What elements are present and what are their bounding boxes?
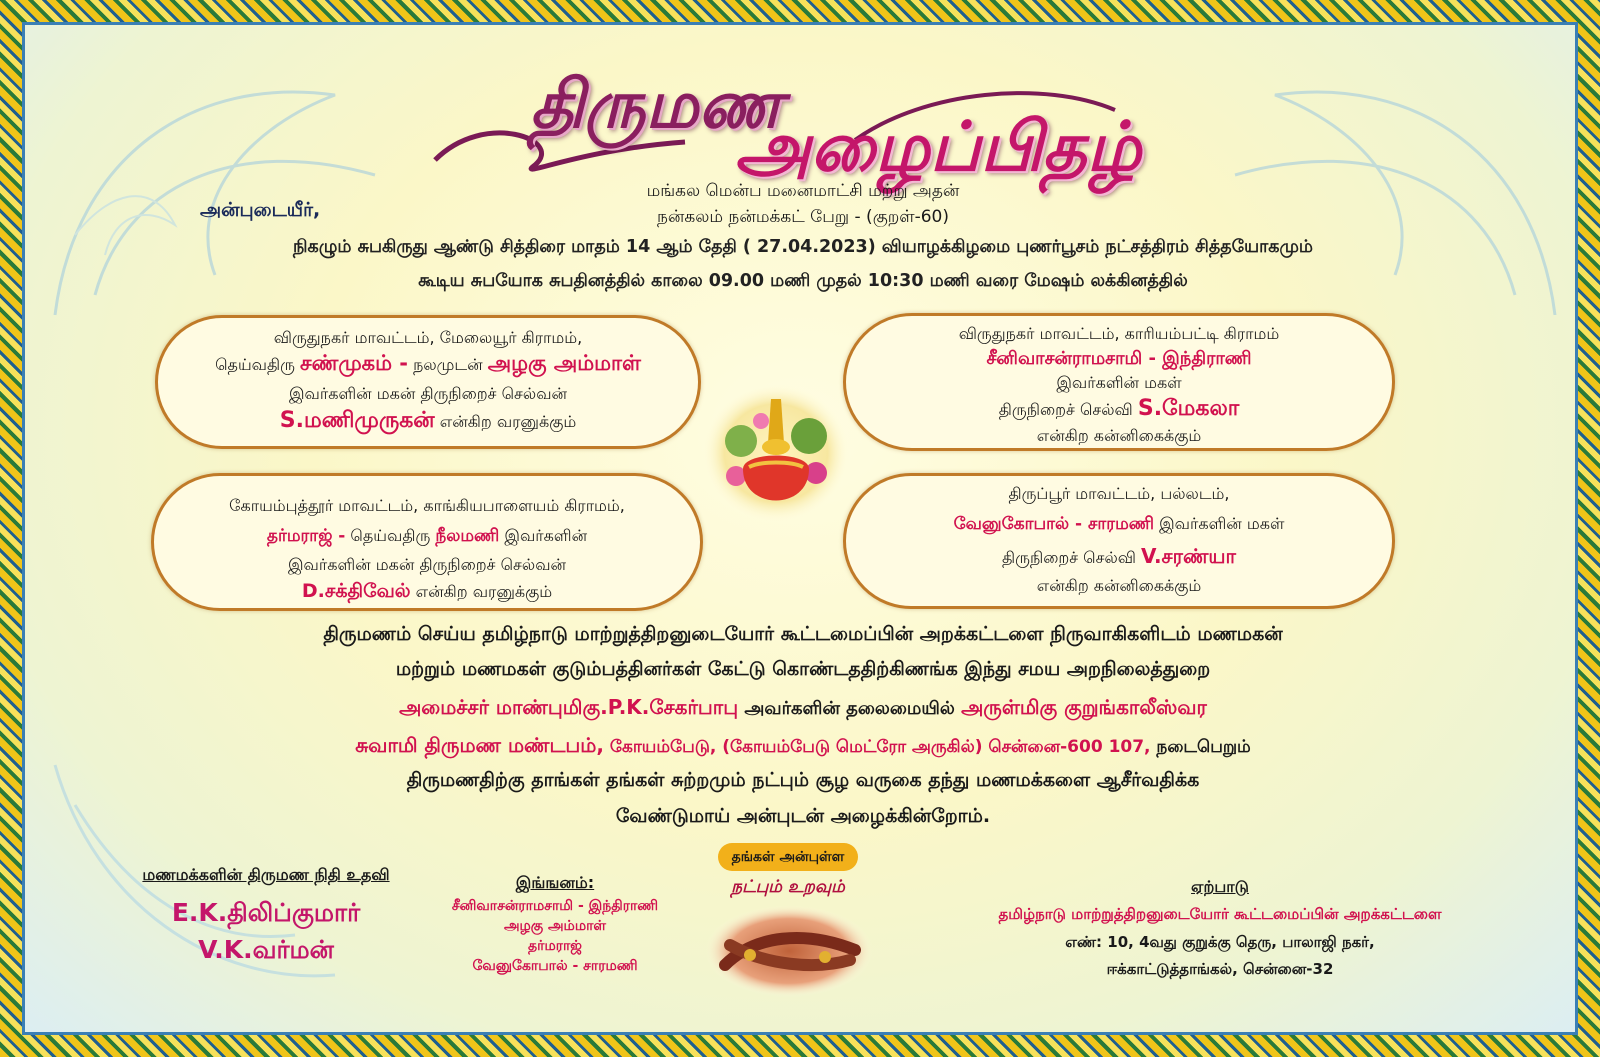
bride-1-box	[843, 313, 1395, 451]
bride-1-line-4	[846, 396, 1392, 424]
groom-2-father: தர்மராஜ் -	[266, 526, 346, 546]
bride-2-name: V.சரண்யா	[1141, 544, 1236, 568]
groom-1-name: S.மணிமுருகன்	[279, 408, 435, 433]
body-line-5: திருமணதிற்கு தாங்கள் தங்கள் சுற்றமும் நட்பும் சூழ வருகை தந்து மணமக்களை ஆசீர்வதிக்க	[406, 769, 1200, 791]
bride-2-parents: வேனுகோபால் - சாரமணி	[953, 514, 1155, 534]
groom-1-prefix: தெய்வதிரு	[215, 355, 300, 374]
groom-2-line-3: இவர்களின் மகன் திருநிறைச் செல்வன்	[287, 555, 567, 574]
bride-2-line-1: திருப்பூர் மாவட்டம், பல்லடம்,	[1008, 484, 1230, 503]
groom-1-mid: நலமுடன்	[408, 355, 488, 374]
ingnanam-item-2: அழகு அம்மாள்	[503, 918, 607, 934]
groom-2-name: D.சக்திவேல்	[301, 580, 411, 602]
fund-name-1: E.K.திலிப்குமார்	[171, 898, 361, 927]
body-line-6: வேண்டுமாய் அன்புடன் அழைக்கின்றோம்.	[615, 805, 991, 827]
arrangement-address-2: ஈக்காட்டுத்தாங்கல், சென்னை-32	[1106, 960, 1334, 978]
title-line-2: அழைப்பிதழ்	[735, 107, 1142, 187]
body-line-3-mid: அவர்களின் தலைமையில்	[738, 698, 962, 719]
invitation-inner-panel	[22, 22, 1578, 1035]
kalasam-image	[701, 381, 851, 525]
groom-1-line-4	[158, 408, 698, 436]
bride-1-parents: சீனிவாசன்ராமசாமி - இந்திராணி	[986, 348, 1252, 369]
groom-1-mother: அழகு அம்மாள்	[487, 351, 641, 375]
bride-1-line-3: இவர்களின் மகள்	[1056, 373, 1182, 392]
temple-name-part-2: சுவாமி திருமண மண்டபம்,	[355, 733, 604, 757]
groom-2-mid: தெய்வதிரு	[345, 526, 436, 545]
arrangement-address-1: எண்: 10, 4வது குறுக்கு தெரு, பாலாஜி நகர்,	[1065, 933, 1375, 951]
natpu-uravum: நட்பும் உறவும்	[731, 877, 845, 897]
groom-1-line-1: விருதுநகர் மாவட்டம், மேலையூர் கிராமம்,	[273, 328, 583, 347]
kural-line-2: நன்கலம் நன்மக்கட் பேறு - (குறள்-60)	[656, 207, 950, 227]
minister-name: அமைச்சர் மாண்புமிகு.P.K.சேகர்பாபு	[399, 695, 739, 719]
bride-2-post: இவர்களின் மகள்	[1154, 514, 1285, 533]
body-line-1: திருமணம் செய்ய தமிழ்நாடு மாற்றுத்திறனுடையோர் கூட்டமைப்பின் அறக்கட்டளை நிருவாகிகளிடம் மணமகன்	[323, 623, 1283, 645]
bride-2-line-4: என்கிற கன்னிகைக்கும்	[1036, 576, 1202, 595]
groom-1-suffix: என்கிற வரனுக்கும்	[434, 412, 577, 431]
bride-2-box	[843, 473, 1395, 609]
bride-2-prefix: திருநிறைச் செல்வி	[1002, 548, 1142, 567]
groom-2-line-4	[154, 580, 700, 605]
date-line-1: நிகழும் சுபகிருது ஆண்டு சித்திரை மாதம் 14 ஆம் தேதி ( 27.04.2023) வியாழக்கிழமை புணர்பூசம் நட்சத்திரம் சித்தயோகமும்	[293, 237, 1313, 257]
hands-image	[705, 905, 873, 997]
arrangement-heading: ஏற்பாடு	[1191, 877, 1249, 896]
greeting: அன்புடையீர்,	[200, 199, 321, 221]
body-line-2: மற்றும் மணமகள் குடும்பத்தினர்கள் கேட்டு கொண்டததிற்கிணங்க இந்து சமய அறநிலைத்துறை	[395, 658, 1211, 680]
ingnanam-heading: இங்ஙனம்:	[515, 873, 595, 892]
body-line-3	[25, 695, 1578, 722]
groom-2-post: இவர்களின்	[499, 526, 588, 545]
fund-name-2: V.K.வர்மன்	[198, 935, 334, 964]
ingnanam-item-3: தர்மராஜ்	[528, 938, 582, 954]
body-line-4	[25, 733, 1578, 760]
groom-2-line-1: கோயம்புத்தூர் மாவட்டம், காங்கியபாளையம் கிராமம்,	[229, 496, 625, 515]
body-line-4-post: நடைபெறும்	[1150, 737, 1251, 757]
ingnanam-item-1: சீனிவாசன்ராமசாமி - இந்திராணி	[451, 898, 659, 914]
date-line-2: கூடிய சுபயோக சுபதினத்தில் காலை 09.00 மணி முதல் 10:30 மணி வரை மேஷம் லக்கினத்தில்	[418, 271, 1188, 291]
arrangement-org: தமிழ்நாடு மாற்றுத்திறனுடையோர் கூட்டமைப்பின் அறக்கட்டளை	[998, 905, 1442, 923]
groom-1-line-3: இவர்களின் மகன் திருநிறைச் செல்வன்	[288, 384, 568, 403]
groom-1-box	[155, 315, 701, 449]
temple-name-part-1: அருள்மிகு குறுங்காலீஸ்வர	[961, 695, 1207, 719]
groom-1-father: சண்முகம் -	[300, 351, 409, 375]
venue-address: கோயம்பேடு, (கோயம்பேடு மெட்ரோ அருகில்) சென்னை-600 107,	[604, 737, 1151, 757]
thangal-anbulla-badge: தங்கள் அன்புள்ள	[718, 843, 858, 871]
title-line-1: திருமண	[530, 65, 783, 143]
bride-1-line-1: விருதுநகர் மாவட்டம், காரியம்பட்டி கிராமம்	[958, 324, 1280, 343]
bride-1-name: S.மேகலா	[1137, 396, 1240, 421]
kural-line-1: மங்கல மென்ப மனைமாட்சி மற்று அதன்	[646, 181, 960, 201]
groom-2-box	[151, 473, 703, 611]
bride-2-line-2	[846, 514, 1392, 536]
ingnanam-item-4: வேனுகோபால் - சாரமணி	[472, 958, 638, 974]
groom-1-line-2	[158, 351, 698, 378]
bride-2-line-3	[846, 544, 1392, 571]
groom-2-suffix: என்கிற வரனுக்கும்	[410, 582, 553, 601]
bride-1-line-5: என்கிற கன்னிகைக்கும்	[1036, 426, 1202, 445]
bride-1-prefix: திருநிறைச் செல்வி	[998, 400, 1138, 419]
fund-heading: மணமக்களின் திருமண நிதி உதவி	[142, 865, 390, 884]
groom-2-mother: நீலமணி	[435, 526, 500, 546]
groom-2-line-2	[154, 526, 700, 548]
